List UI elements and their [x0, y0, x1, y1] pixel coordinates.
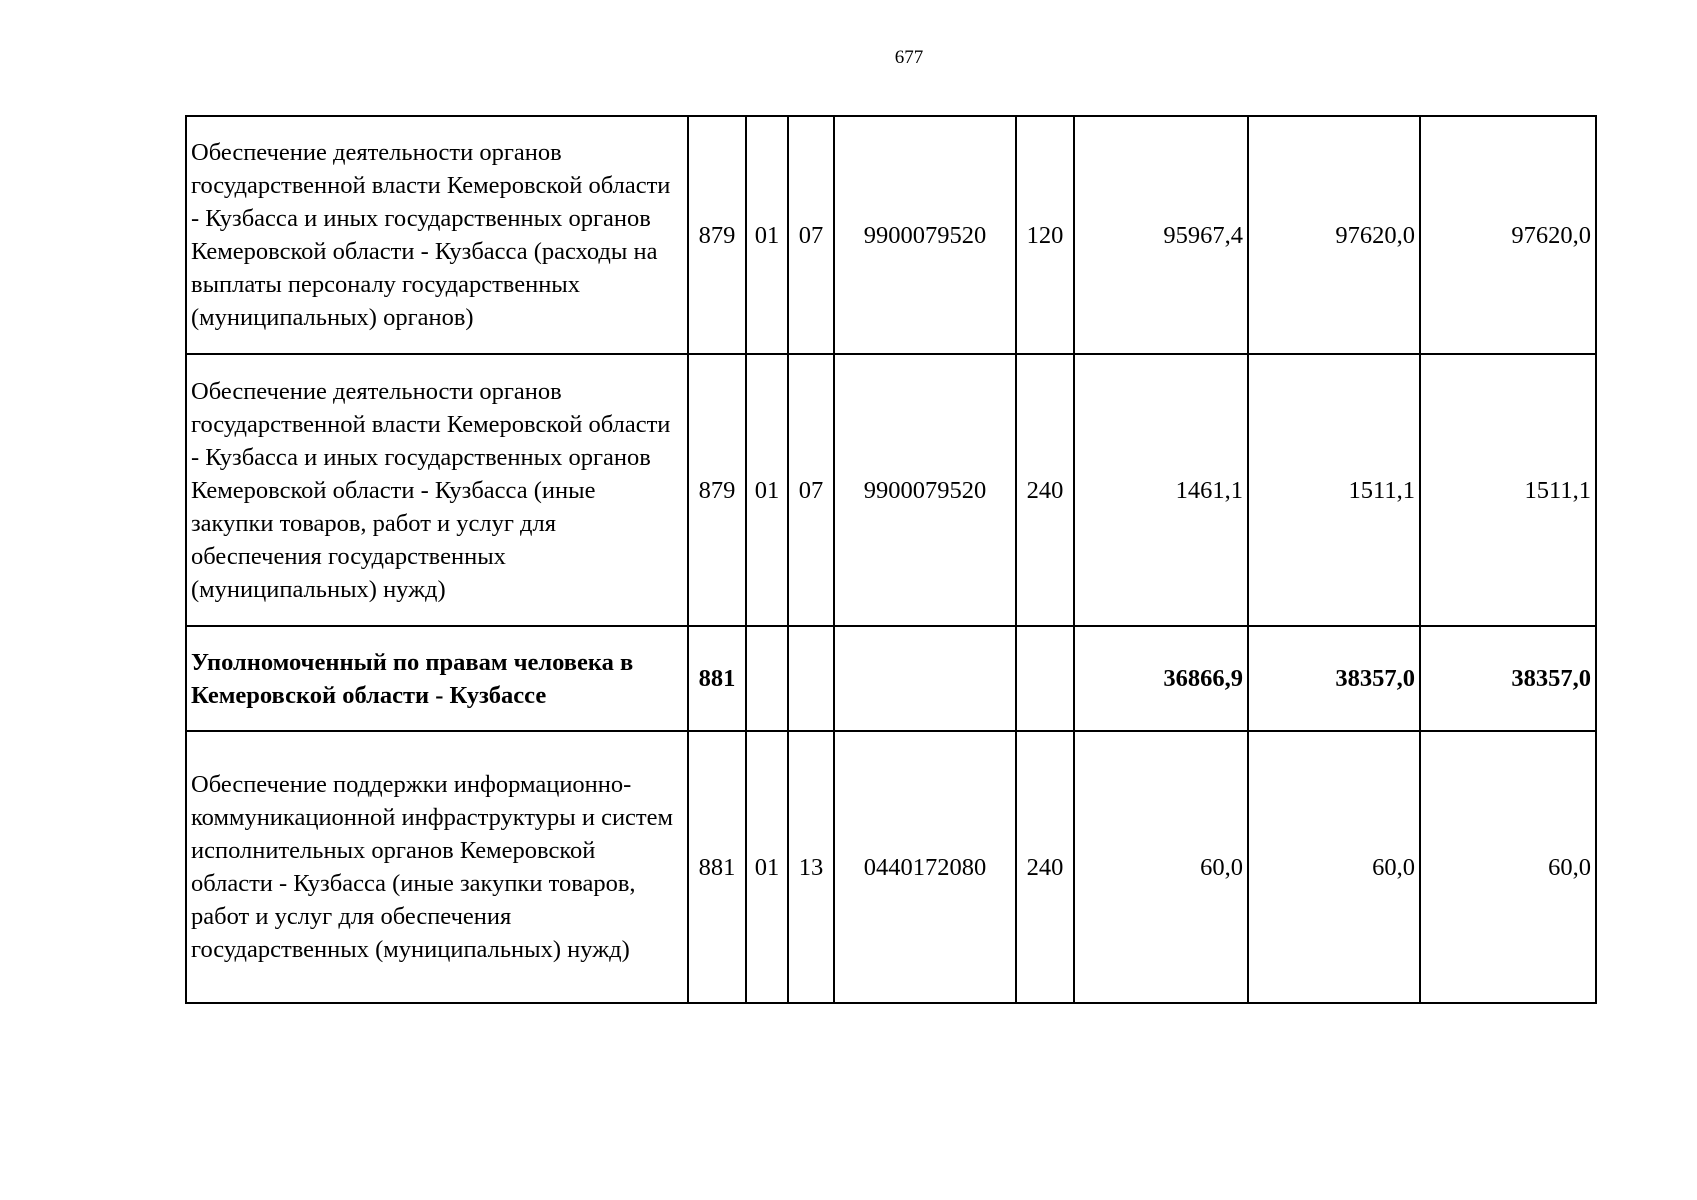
target-article-code: 0440172080	[834, 731, 1016, 1003]
table-row	[186, 116, 1596, 354]
expense-type-code	[1016, 626, 1074, 731]
row-description: Обеспечение деятельности органов государственной власти Кемеровской области - Кузбасса и иных государственных органов Кемеровской области - Кузбасса (расходы на выплаты персоналу государственных (муниципальных) органов)	[186, 116, 688, 354]
amount-year-1: 36866,9	[1074, 626, 1248, 731]
section-code: 01	[746, 731, 788, 1003]
amount-year-2: 38357,0	[1248, 626, 1420, 731]
subsection-code	[788, 626, 834, 731]
table-row-section-header	[186, 626, 1596, 731]
amount-year-1: 95967,4	[1074, 116, 1248, 354]
section-code: 01	[746, 116, 788, 354]
amount-year-3: 1511,1	[1420, 354, 1596, 626]
budget-table	[185, 115, 1597, 1004]
subsection-code: 13	[788, 731, 834, 1003]
subsection-code: 07	[788, 354, 834, 626]
ministry-code: 879	[688, 116, 746, 354]
amount-year-3: 97620,0	[1420, 116, 1596, 354]
amount-year-2: 97620,0	[1248, 116, 1420, 354]
expense-type-code: 240	[1016, 354, 1074, 626]
subsection-code: 07	[788, 116, 834, 354]
amount-year-2: 60,0	[1248, 731, 1420, 1003]
section-code	[746, 626, 788, 731]
expense-type-code: 240	[1016, 731, 1074, 1003]
target-article-code	[834, 626, 1016, 731]
ministry-code: 881	[688, 626, 746, 731]
table-row	[186, 731, 1596, 1003]
amount-year-1: 1461,1	[1074, 354, 1248, 626]
row-description: Обеспечение деятельности органов государственной власти Кемеровской области - Кузбасса и иных государственных органов Кемеровской области - Кузбасса (иные закупки товаров, работ и услуг для обеспечения государственных (муниципальных) нужд)	[186, 354, 688, 626]
row-description: Обеспечение поддержки информационно-коммуникационной инфраструктуры и систем исполнительных органов Кемеровской области - Кузбасса (иные закупки товаров, работ и услуг для обеспечения государственных (муниципальных) нужд)	[186, 731, 688, 1003]
ministry-code: 879	[688, 354, 746, 626]
target-article-code: 9900079520	[834, 116, 1016, 354]
amount-year-3: 38357,0	[1420, 626, 1596, 731]
expense-type-code: 120	[1016, 116, 1074, 354]
table-row	[186, 354, 1596, 626]
amount-year-3: 60,0	[1420, 731, 1596, 1003]
amount-year-1: 60,0	[1074, 731, 1248, 1003]
row-description: Уполномоченный по правам человека в Кемеровской области - Кузбассе	[186, 626, 688, 731]
ministry-code: 881	[688, 731, 746, 1003]
amount-year-2: 1511,1	[1248, 354, 1420, 626]
target-article-code: 9900079520	[834, 354, 1016, 626]
section-code: 01	[746, 354, 788, 626]
page-number: 677	[894, 47, 924, 68]
